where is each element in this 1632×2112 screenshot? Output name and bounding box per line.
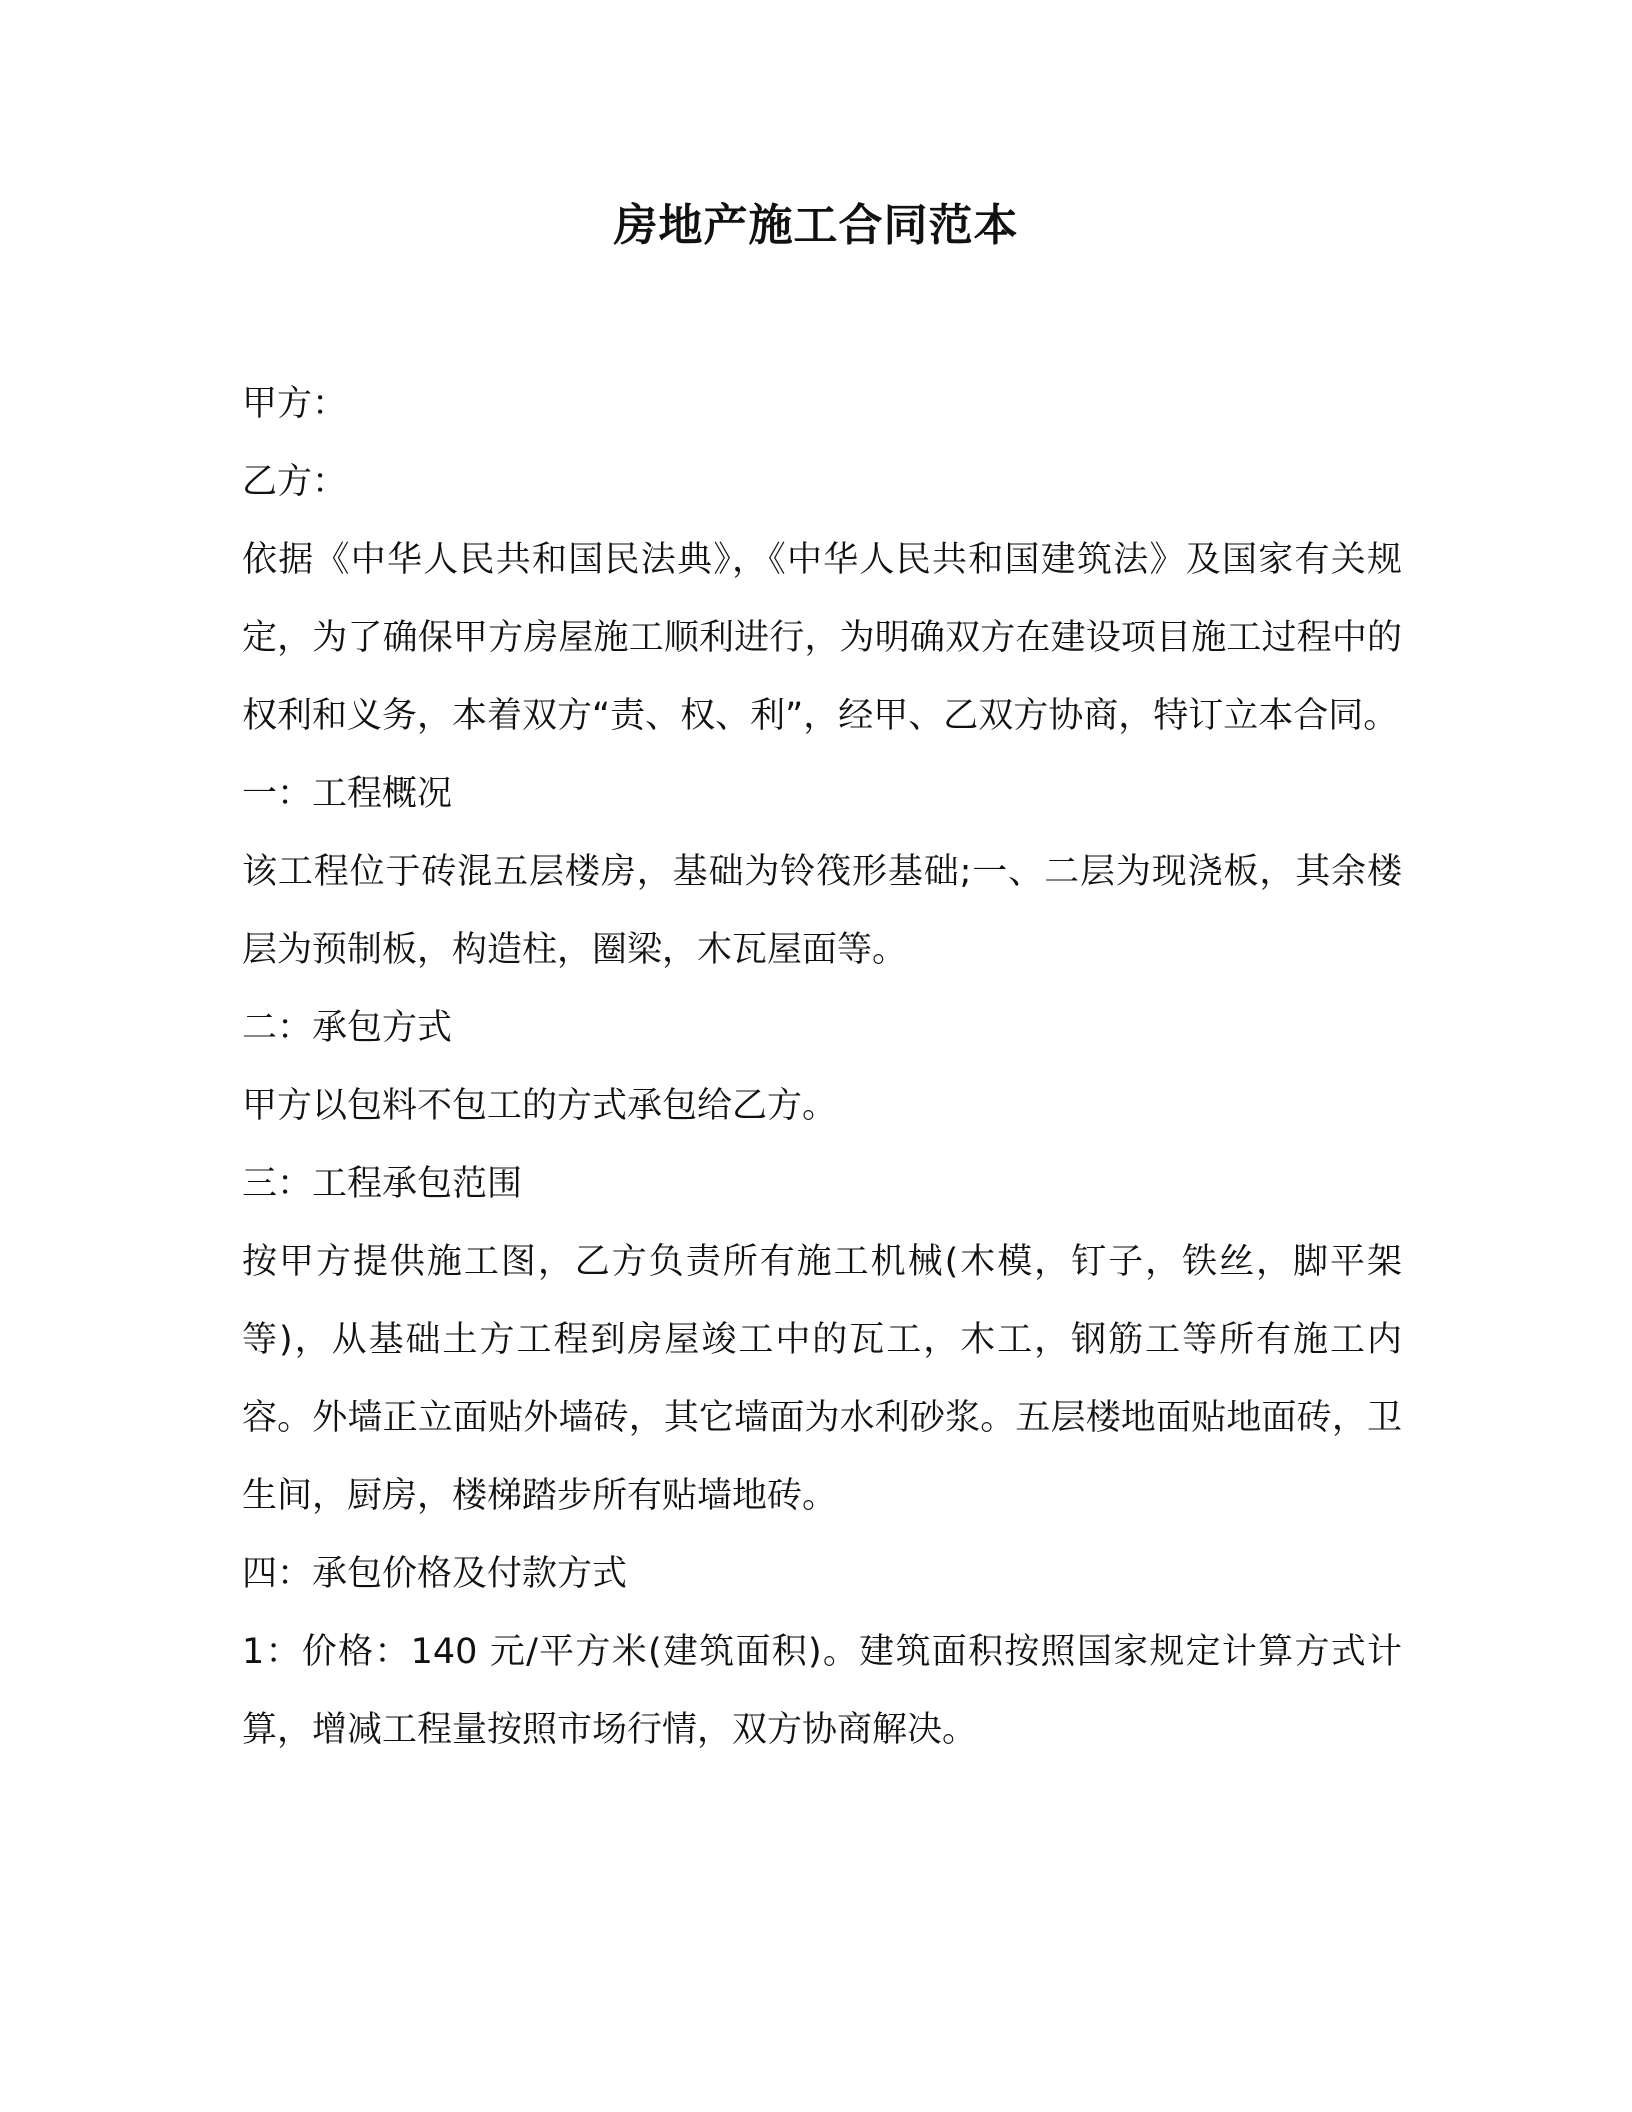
section-content: 该工程位于砖混五层楼房，基础为铃筏形基础;一、二层为现浇板，其余楼层为预制板，构造柱，圈梁，木瓦屋面等。 xyxy=(242,852,1402,970)
section-content: 甲方以包料不包工的方式承包给乙方。 xyxy=(242,1086,838,1126)
section-heading: 三：工程承包范围 xyxy=(242,1164,523,1204)
section-heading: 四：承包价格及付款方式 xyxy=(242,1554,628,1594)
party-a-label: 甲方： xyxy=(242,384,348,424)
intro-paragraph: 依据《中华人民共和国民法典》，《中华人民共和国建筑法》及国家有关规定，为了确保甲方房屋施工顺利进行，为明确双方在建设项目施工过程中的权利和义务，本着双方“责、权、利”，经甲、乙双方协商，特订立本合同。 xyxy=(242,540,1402,736)
party-b-label: 乙方： xyxy=(242,462,348,502)
section-content: 按甲方提供施工图，乙方负责所有施工机械(木模，钉子，铁丝，脚平架等)，从基础土方工程到房屋竣工中的瓦工，木工，钢筋工等所有施工内容。外墙正立面贴外墙砖，其它墙面为水利砂浆。五层楼地面贴地面砖，卫生间，厨房，楼梯踏步所有贴墙地砖。 xyxy=(242,1242,1402,1516)
section-heading: 二：承包方式 xyxy=(242,1008,453,1048)
section-content: 1：价格：140 元/平方米(建筑面积)。建筑面积按照国家规定计算方式计算，增减工程量按照市场行情，双方协商解决。 xyxy=(242,1632,1402,1750)
document-body xyxy=(242,365,1402,1769)
document-title: 房地产施工合同范本 xyxy=(613,200,1019,251)
section-heading: 一：工程概况 xyxy=(242,774,453,814)
